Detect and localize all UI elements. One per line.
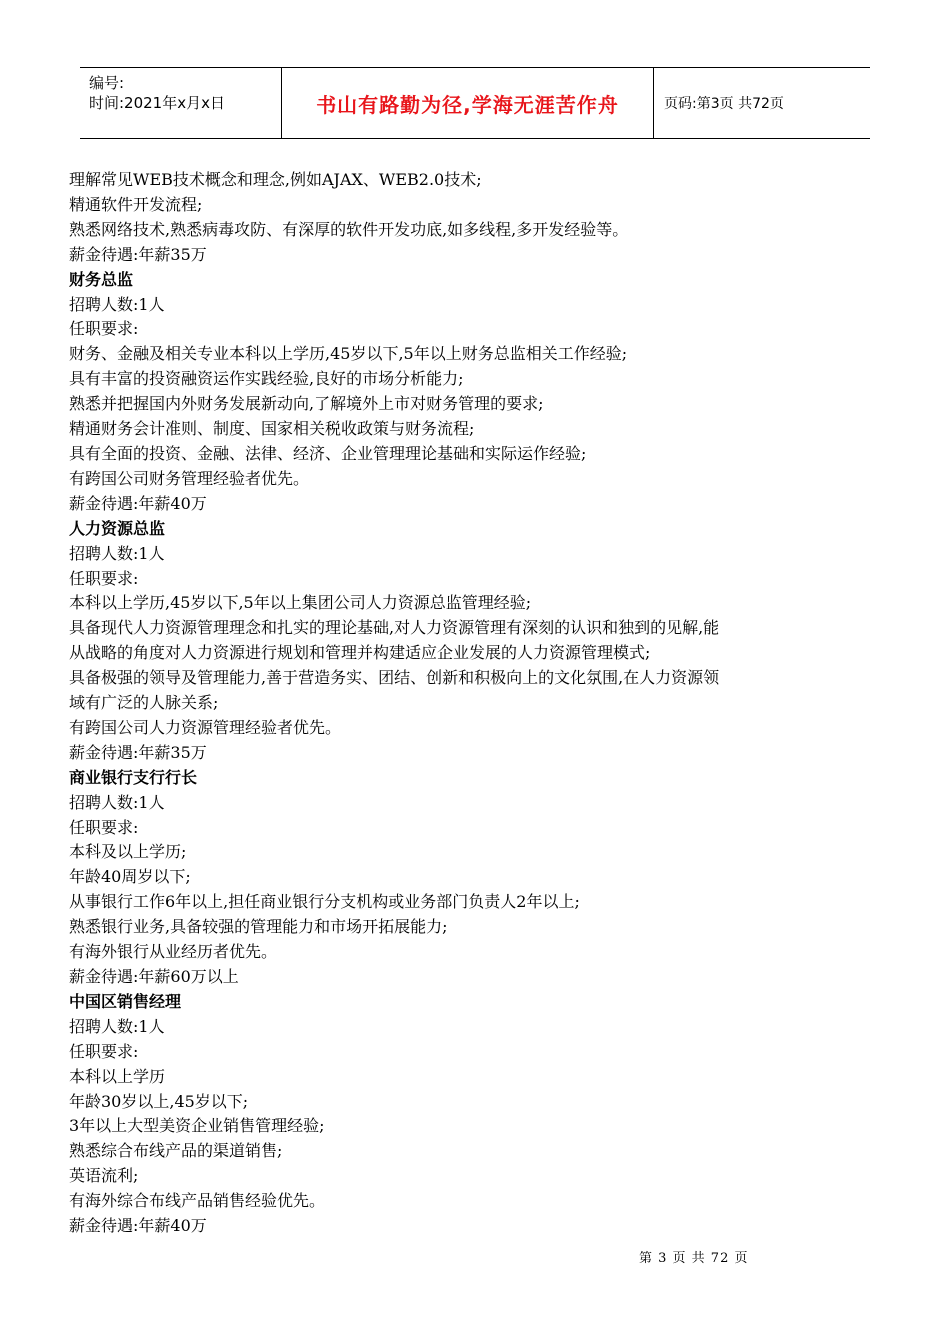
job-line: 熟悉并把握国内外财务发展新动向,了解境外上市对财务管理的要求; [69,394,544,414]
document-body [69,168,889,1239]
job-line: 招聘人数:1人 [69,1016,165,1036]
intro-line: 理解常见WEB技术概念和理念,例如AJAX、WEB2.0技术; [69,170,482,189]
job-line: 有海外银行从业经历者优先。 [69,942,278,962]
job-line: 任职要求: [69,568,139,588]
number-label: 编号: [89,74,125,92]
job-line: 招聘人数:1人 [69,543,165,563]
salary-line: 薪金待遇:年薪35万 [69,742,207,762]
job-line: 财务、金融及相关专业本科以上学历,45岁以下,5年以上财务总监相关工作经验; [69,344,628,364]
job-title: 中国区销售经理 [69,991,182,1011]
job-line: 具备现代人力资源管理理念和扎实的理论基础,对人力资源管理有深刻的认识和独到的见解,能 [69,618,720,638]
job-line: 3年以上大型美资企业销售管理经验; [69,1116,325,1136]
job-line: 有海外综合布线产品销售经验优先。 [69,1191,326,1211]
job-line: 具有全面的投资、金融、法律、经济、企业管理理论基础和实际运作经验; [69,443,587,463]
job-line: 域有广泛的人脉关系; [69,693,219,713]
job-line: 招聘人数:1人 [69,792,165,812]
header-page-info: 页码:第3页 共72页 [664,96,784,112]
header-meta [80,68,282,138]
job-line: 从战略的角度对人力资源进行规划和管理并构建适应企业发展的人力资源管理模式; [69,643,651,663]
job-line: 具有丰富的投资融资运作实践经验,良好的市场分析能力; [69,369,464,389]
job-line: 任职要求: [69,1041,139,1061]
page-footer: 第 3 页 共 72 页 [639,1251,749,1266]
salary-line: 薪金待遇:年薪35万 [69,244,207,264]
header-motto: 书山有路勤为径,学海无涯苦作舟 [282,68,654,138]
job-line: 英语流利; [69,1166,139,1186]
intro-line: 精通软件开发流程; [69,194,203,214]
job-line: 年龄30岁以上,45岁以下; [69,1091,249,1111]
job-line: 本科及以上学历; [69,842,187,862]
job-title: 人力资源总监 [69,518,166,538]
job-line: 熟悉综合布线产品的渠道销售; [69,1141,283,1161]
job-line: 熟悉银行业务,具备较强的管理能力和市场开拓展能力; [69,917,448,937]
job-line: 有跨国公司人力资源管理经验者优先。 [69,717,342,737]
job-line: 具备极强的领导及管理能力,善于营造务实、团结、创新和积极向上的文化氛围,在人力资源领 [69,668,720,688]
page-header [80,67,870,139]
salary-line: 薪金待遇:年薪60万以上 [69,967,239,986]
intro-line: 熟悉网络技术,熟悉病毒攻防、有深厚的软件开发功底,如多线程,多开发经验等。 [69,219,629,239]
job-line: 招聘人数:1人 [69,294,165,314]
job-title: 财务总监 [69,269,134,289]
job-title: 商业银行支行行长 [69,767,198,787]
job-line: 有跨国公司财务管理经验者优先。 [69,468,310,488]
job-line: 任职要求: [69,319,139,339]
job-line: 任职要求: [69,817,139,837]
salary-line: 薪金待遇:年薪40万 [69,1216,207,1236]
time-label: 时间:2021年x月x日 [89,94,225,112]
salary-line: 薪金待遇:年薪40万 [69,493,207,513]
job-line: 精通财务会计准则、制度、国家相关税收政策与财务流程; [69,419,475,439]
job-line: 本科以上学历 [69,1066,166,1086]
job-line: 从事银行工作6年以上,担任商业银行分支机构或业务部门负责人2年以上; [69,892,580,912]
job-line: 本科以上学历,45岁以下,5年以上集团公司人力资源总监管理经验; [69,593,532,613]
job-line: 年龄40周岁以下; [69,867,191,887]
